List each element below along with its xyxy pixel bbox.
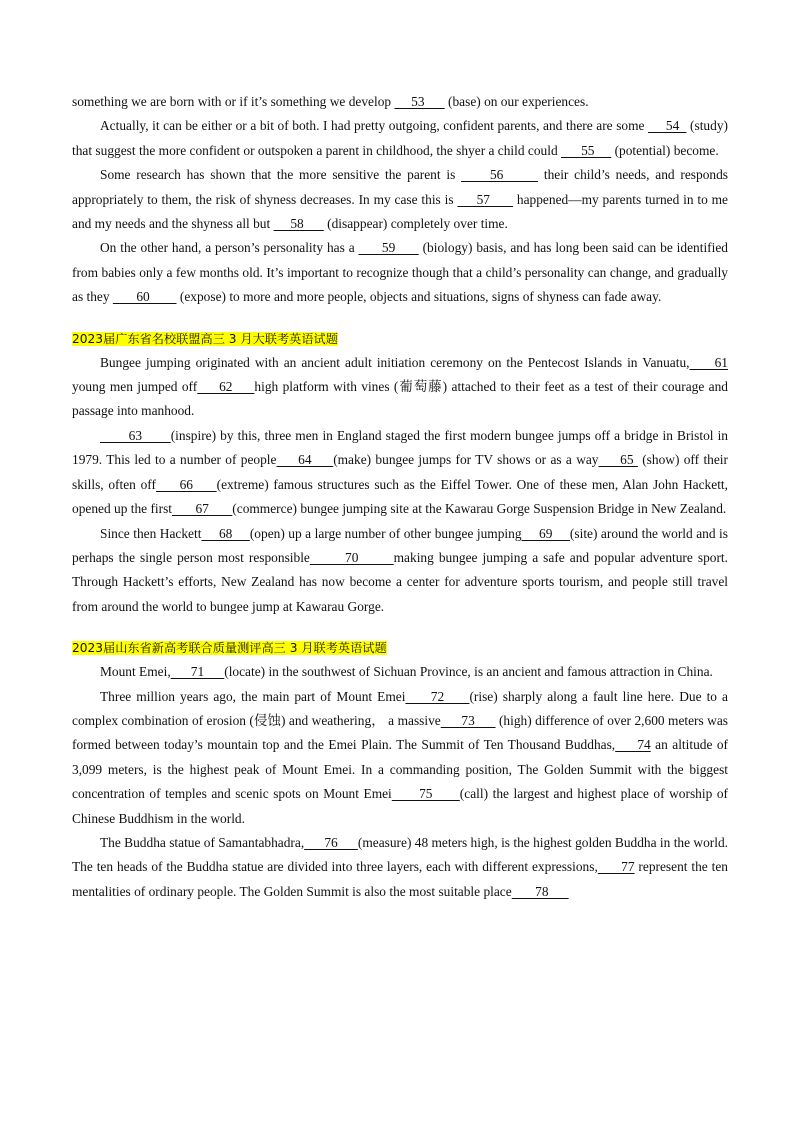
text-run: represent the ten mentalities of ordinary people. The Golden Summit is also the most suitable place [72, 859, 728, 899]
text-run: their child’s needs, and responds appropriately to them, the risk of shyness decreases. In my case this is [72, 167, 728, 207]
text-run: Some research has shown that the more sensitive the parent is [100, 167, 462, 183]
section-title [72, 636, 728, 660]
text-run: (rise) sharply along a fault line here. Due to a complex combination of erosion (侵蚀) and weathering， a massive [72, 688, 729, 728]
answer-blank-77: 77 [597, 859, 635, 875]
text-run: an altitude of 3,099 meters, is the highest peak of Mount Emei. In a commanding position, The Golden Summit with the biggest concentration of temples and scenic spots on Mount Emei [72, 737, 728, 802]
answer-blank-55: 55 [561, 142, 612, 158]
answer-blank-74: 74 [615, 737, 651, 753]
text-run: (study) that suggest the more confident or outspoken a parent in childhood, the shyer a child could [72, 118, 728, 158]
text-run: On the other hand, a person’s personality has a [100, 240, 359, 256]
answer-blank-59: 59 [358, 240, 419, 256]
answer-blank-66: 66 [155, 476, 217, 492]
text-run: Three million years ago, the main part of Mount Emei [100, 688, 406, 704]
answer-blank-75: 75 [391, 786, 460, 802]
text-run: happened—my parents turned in to me and my needs and the shyness all but [72, 191, 728, 232]
text-run: (site) around the world and is perhaps the single person most responsible [72, 525, 728, 565]
answer-blank-61: 61 [689, 354, 728, 370]
passage-paragraph [72, 163, 728, 236]
answer-blank-56: 56 [461, 167, 539, 183]
text-run: (make) bungee jumps for TV shows or as a way [333, 452, 599, 468]
text-run: Mount Emei, [100, 664, 171, 680]
highlighted-heading: 2023届广东省名校联盟高三 3 月大联考英语试题 [72, 331, 338, 346]
answer-blank-68: 68 [201, 525, 250, 541]
text-run: (open) up a large number of other bungee jumping [249, 525, 522, 541]
answer-blank-70: 70 [309, 549, 394, 565]
text-run: (extreme) famous structures such as the Eiffel Tower. One of these men, Alan John Hackett, opened up the first [72, 476, 728, 517]
text-run: making bungee jumping a safe and popular adventure sport. Through Hackett’s efforts, New Zealand has now become a center for adventure sports tourism, and people still travel from around the world to bungee jump at Kawarau Gorge. [72, 549, 728, 614]
text-run: (potential) become. [611, 142, 719, 158]
document-page [72, 90, 728, 904]
text-run: (commerce) bungee jumping site at the Kawarau Gorge Suspension Bridge in New Zealand. [232, 501, 727, 517]
text-run: high platform with vines (葡萄藤) attached to their feet as a test of their courage and passage into manhood. [72, 379, 729, 419]
text-run: (inspire) by this, three men in England staged the first modern bungee jumps off a bridge in Bristol in 1979. This led to a number of people [72, 427, 728, 468]
answer-blank-64: 64 [276, 452, 334, 468]
passage-paragraph [72, 90, 728, 114]
text-run: Since then Hackett [100, 525, 202, 541]
answer-blank-63: 63 [100, 427, 171, 443]
passage-paragraph [72, 114, 728, 163]
section-title [72, 327, 728, 351]
answer-blank-54: 54 [648, 118, 687, 134]
answer-blank-60: 60 [112, 289, 177, 305]
answer-blank-57: 57 [457, 191, 514, 207]
answer-blank-72: 72 [405, 688, 470, 704]
text-run: (disappear) completely over time. [323, 216, 508, 232]
text-run: The Buddha statue of Samantabhadra, [100, 834, 305, 850]
text-run: (biology) basis, and has long been said can be identified from babies only a few months old. It’s important to recognize though that a child’s personality can change, and gradually as they [72, 240, 728, 305]
passage-paragraph [72, 522, 728, 620]
text-run: young men jumped off [72, 379, 198, 395]
passage-paragraph [72, 424, 728, 522]
answer-blank-67: 67 [172, 501, 233, 517]
answer-blank-69: 69 [521, 525, 570, 541]
text-run: (locate) in the southwest of Sichuan Province, is an ancient and famous attraction in China. [224, 664, 713, 680]
highlighted-heading: 2023届山东省新高考联合质量测评高三 3 月联考英语试题 [72, 641, 387, 656]
text-run: (base) on our experiences. [444, 94, 589, 109]
passage-paragraph [72, 685, 728, 831]
answer-blank-76: 76 [304, 834, 358, 850]
answer-blank-73: 73 [440, 712, 496, 728]
answer-blank-62: 62 [197, 379, 255, 395]
answer-blank-53: 53 [394, 94, 445, 109]
text-run: something we are born with or if it’s something we develop [72, 94, 395, 109]
passage-paragraph [72, 831, 728, 904]
answer-blank-58: 58 [273, 216, 324, 232]
passage-paragraph [72, 236, 728, 309]
text-run: (high) difference of over 2,600 meters was formed between today’s mountain top and the Emei Plain. The Summit of Ten Thousand Buddhas, [72, 712, 728, 753]
text-run: (call) the largest and highest place of worship of Chinese Buddhism in the world. [72, 786, 728, 826]
text-run: (expose) to more and more people, objects and situations, signs of shyness can fade away. [176, 289, 662, 305]
text-run: Bungee jumping originated with an ancient adult initiation ceremony on the Pentecost Islands in Vanuatu, [100, 354, 690, 370]
text-run: (show) off their skills, often off [72, 452, 728, 492]
passage-paragraph [72, 351, 728, 424]
text-run: Actually, it can be either or a bit of both. I had pretty outgoing, confident parents, and there are some [100, 118, 649, 134]
text-run: (measure) 48 meters high, is the highest golden Buddha in the world. The ten heads of the Buddha statue are divided into three layers, each with different expressions, [72, 834, 729, 875]
answer-blank-78: 78 [511, 883, 569, 899]
passage-paragraph [72, 660, 728, 684]
answer-blank-65: 65 [598, 452, 638, 468]
answer-blank-71: 71 [170, 664, 225, 680]
